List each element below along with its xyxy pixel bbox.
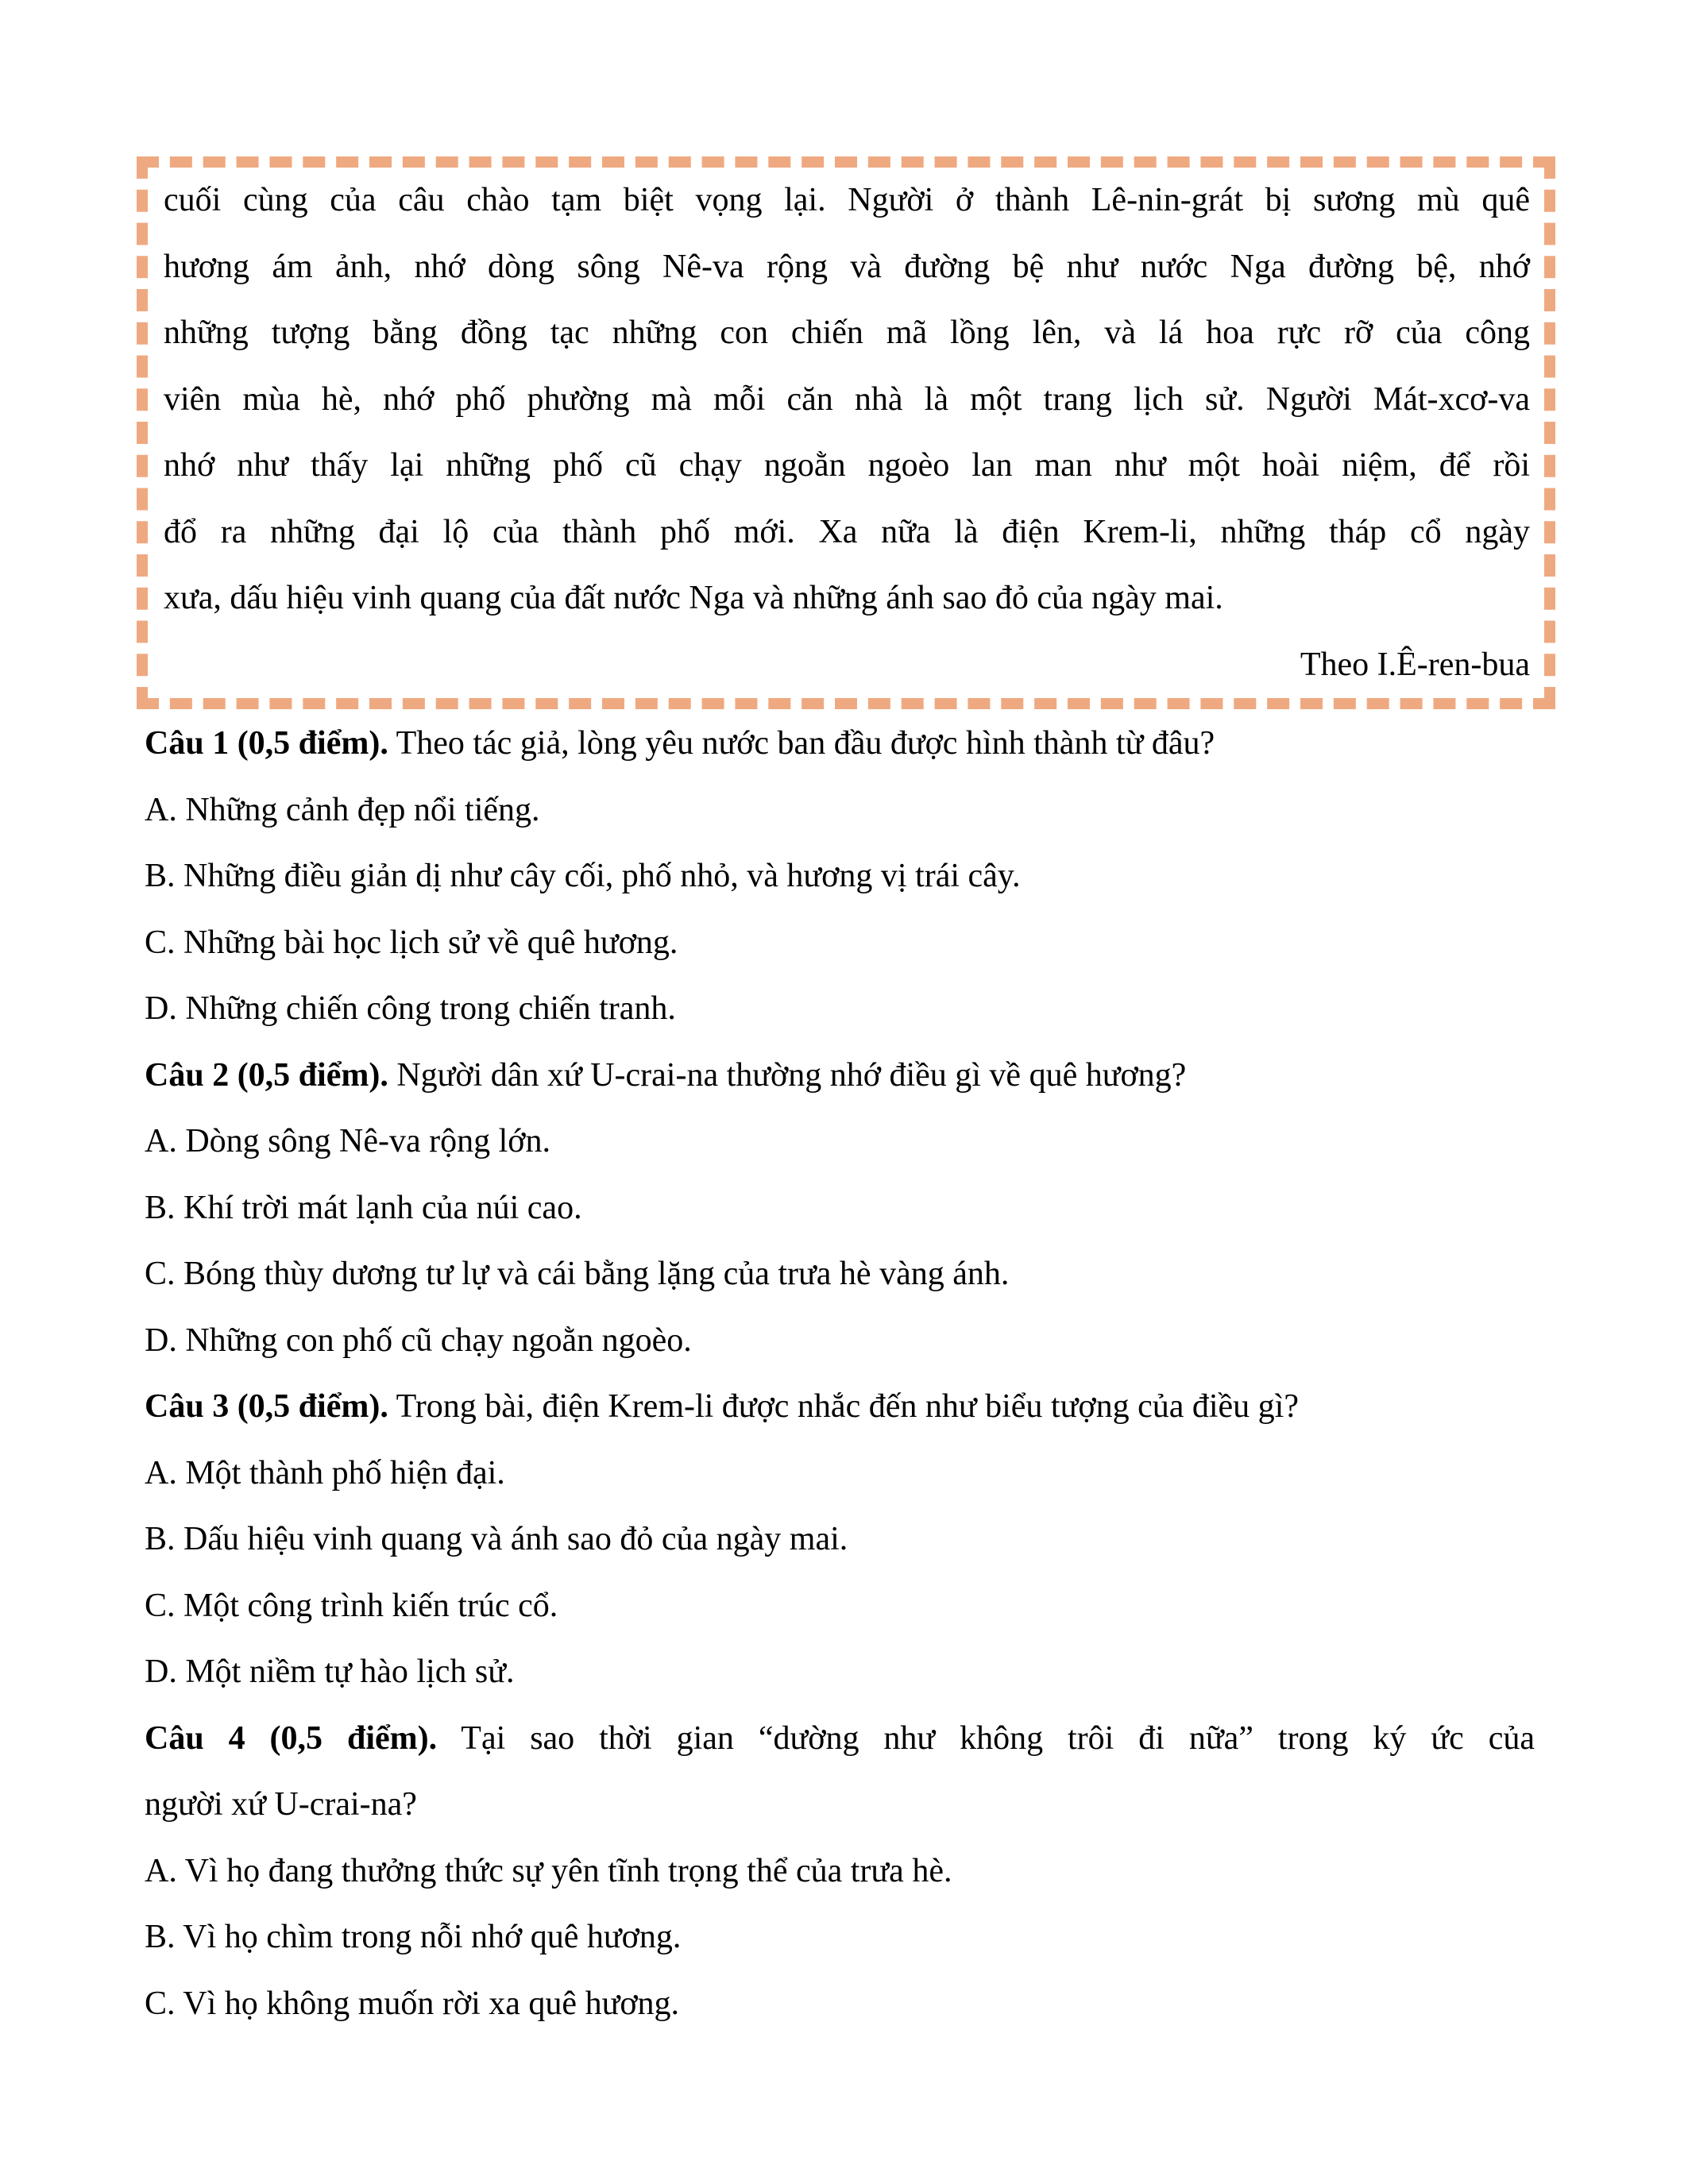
option-line: A. Những cảnh đẹp nổi tiếng.: [145, 791, 540, 828]
passage-box: [137, 156, 1555, 709]
option-line: A. Một thành phố hiện đại.: [145, 1454, 505, 1491]
passage-line: viên mùa hè, nhớ phố phường mà mỗi căn nhà là một trang lịch sử. Người Mát-xcơ-va: [164, 380, 1530, 418]
question-label: Câu 4 (0,5 điểm).: [145, 1719, 438, 1757]
option-line: D. Một niềm tự hào lịch sử.: [145, 1653, 515, 1690]
question-header: Câu 2 (0,5 điểm). Người dân xứ U-crai-na thường nhớ điều gì về quê hương?: [145, 1056, 1187, 1094]
question-label: Câu 2 (0,5 điểm).: [145, 1056, 388, 1094]
option-line: A. Dòng sông Nê-va rộng lớn.: [145, 1123, 550, 1160]
passage-line: hương ám ảnh, nhớ dòng sông Nê-va rộng và đường bệ như nước Nga đường bệ, nhớ: [164, 248, 1530, 285]
option-line: B. Những điều giản dị như cây cối, phố nhỏ, và hương vị trái cây.: [145, 858, 1021, 894]
question-block: [145, 1706, 1535, 2038]
option-line: C. Bóng thùy dương tư lự và cái bằng lặng của trưa hè vàng ánh.: [145, 1256, 1010, 1292]
question-block: [145, 711, 1535, 1043]
question-block: [145, 1043, 1535, 1375]
option-line: C. Một công trình kiến trúc cổ.: [145, 1587, 558, 1624]
option-line: B. Vì họ chìm trong nỗi nhớ quê hương.: [145, 1919, 682, 1955]
question-label: Câu 1 (0,5 điểm).: [145, 725, 388, 762]
passage-line: những tượng bằng đồng tạc những con chiến mã lồng lên, và lá hoa rực rỡ của công: [164, 314, 1530, 351]
passage-line: đổ ra những đại lộ của thành phố mới. Xa nữa là điện Krem-li, những tháp cổ ngày: [164, 513, 1530, 550]
question-header: Câu 3 (0,5 điểm). Trong bài, điện Krem-li được nhắc đến như biểu tượng của điều gì?: [145, 1388, 1299, 1425]
question-block: [145, 1374, 1535, 1706]
option-line: A. Vì họ đang thưởng thức sự yên tĩnh trọng thể của trưa hè.: [145, 1852, 952, 1889]
passage-line: xưa, dấu hiệu vinh quang của đất nước Nga và những ánh sao đỏ của ngày mai.: [164, 580, 1223, 616]
option-line: C. Những bài học lịch sử về quê hương.: [145, 924, 678, 961]
passage-author: Theo I.Ê-ren-bua: [1300, 646, 1530, 683]
option-line: D. Những con phố cũ chạy ngoằn ngoèo.: [145, 1322, 692, 1359]
passage-line: nhớ như thấy lại những phố cũ chạy ngoằn ngoèo lan man như một hoài niệm, để rồi: [164, 447, 1530, 484]
question-header: Câu 4 (0,5 điểm). Tại sao thời gian “dường như không trôi đi nữa” trong ký ức của: [145, 1719, 1535, 1757]
questions-section: [137, 711, 1555, 2037]
option-line: B. Khí trời mát lạnh của núi cao.: [145, 1189, 582, 1226]
passage-line: cuối cùng của câu chào tạm biệt vọng lại. Người ở thành Lê-nin-grát bị sương mù quê: [164, 182, 1530, 218]
option-line: B. Dấu hiệu vinh quang và ánh sao đỏ của ngày mai.: [145, 1521, 848, 1557]
option-line: D. Những chiến công trong chiến tranh.: [145, 990, 676, 1027]
question-label: Câu 3 (0,5 điểm).: [145, 1388, 388, 1425]
question-text-line: người xứ U-crai-na?: [145, 1786, 417, 1823]
question-header: Câu 1 (0,5 điểm). Theo tác giả, lòng yêu nước ban đầu được hình thành từ đâu?: [145, 725, 1215, 762]
passage-lines: [164, 168, 1530, 632]
option-line: C. Vì họ không muốn rời xa quê hương.: [145, 1985, 680, 2022]
